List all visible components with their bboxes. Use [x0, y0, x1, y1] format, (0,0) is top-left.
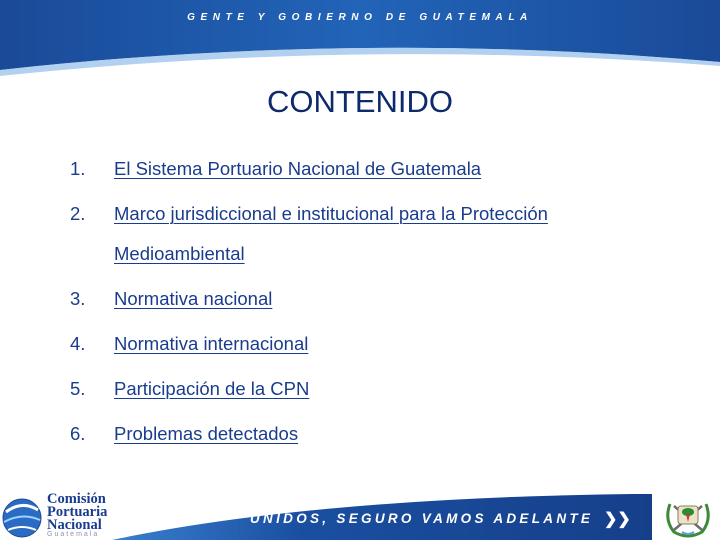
list-item[interactable] [70, 423, 670, 445]
org-name-line: Portuaria [47, 504, 108, 520]
org-name [47, 493, 107, 532]
list-item[interactable] [70, 378, 670, 400]
item-number: 6. [70, 423, 86, 444]
org-name-line: Nacional [47, 517, 102, 533]
org-name-line: Comisión [47, 491, 106, 507]
footer-slogan: UNIDOS, SEGURO VAMOS ADELANTE [250, 511, 594, 526]
double-chevron-icon: ❯❯ [604, 511, 631, 528]
page-title: CONTENIDO [267, 84, 453, 119]
item-link[interactable]: Normativa nacional [114, 288, 273, 309]
org-country: Guatemala [47, 531, 100, 538]
item-link[interactable]: El Sistema Portuario Nacional de Guatemala [114, 158, 482, 179]
list-item[interactable] [70, 333, 670, 355]
item-link[interactable]: Participación de la CPN [114, 378, 310, 399]
list-item[interactable] [70, 288, 670, 310]
list-item[interactable] [70, 158, 670, 180]
item-link-continuation[interactable]: Medioambiental [114, 243, 245, 264]
item-number: 2. [70, 203, 86, 224]
item-link[interactable]: Marco jurisdiccional e institucional para la Protección [114, 203, 548, 224]
item-number: 5. [70, 378, 86, 399]
item-number: 4. [70, 333, 86, 354]
item-number: 3. [70, 288, 86, 309]
header-slogan: GENTE Y GOBIERNO DE GUATEMALA [187, 12, 533, 23]
item-link[interactable]: Problemas detectados [114, 423, 299, 444]
guatemala-coat-of-arms-icon [660, 492, 716, 540]
item-number: 1. [70, 158, 86, 179]
list-item[interactable] [70, 203, 670, 225]
item-link[interactable]: Normativa internacional [114, 333, 309, 354]
